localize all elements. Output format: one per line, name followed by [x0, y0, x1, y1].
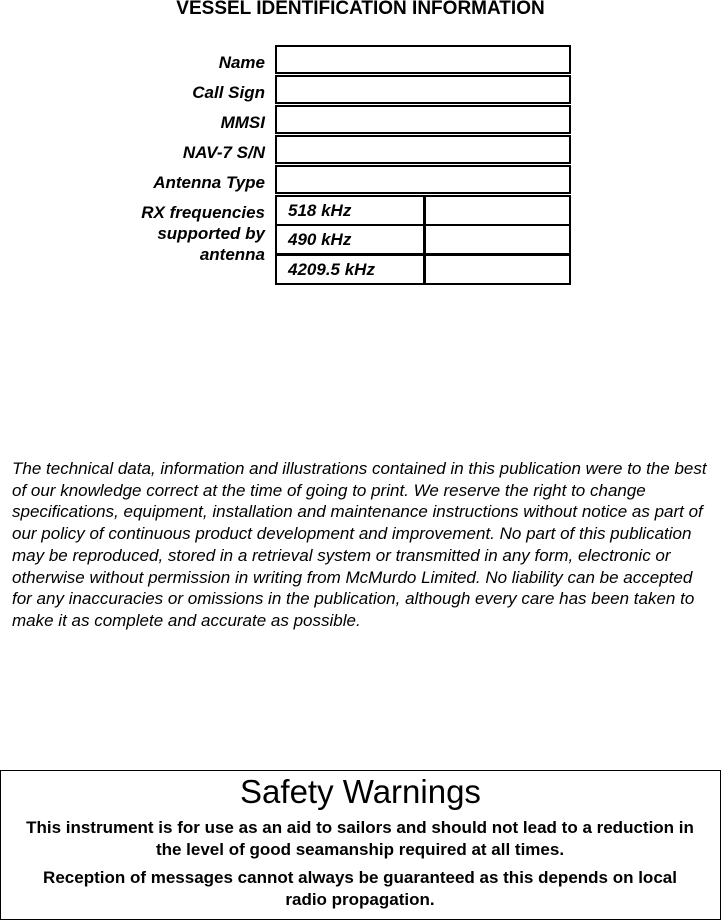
mmsi-field[interactable]	[275, 105, 571, 134]
disclaimer-text: The technical data, information and illustrations contained in this publication were to the best of our knowledge correct at the time of going to print. We reserve the right to change specifications, equipment, installation and maintenance instructions without notice as part of our policy of continuous product development and improvement. No part of this publication may be reproduced, stored in a retrieval system or transmitted in any form, electronic or otherwise without permission in writing from McMurdo Limited. No liability can be accepted for any inaccuracies or omissions in the publication, although every care has been taken to make it as complete and accurate as possible.	[12, 459, 707, 630]
name-label: Name	[218, 53, 265, 72]
safety-warning-2: Reception of messages cannot always be guaranteed as this depends on local radio propagation.	[43, 868, 677, 909]
document-title: VESSEL IDENTIFICATION INFORMATION	[176, 0, 545, 19]
antenna-type-field[interactable]	[275, 165, 571, 194]
nav7-sn-field[interactable]	[275, 135, 571, 164]
call-sign-label: Call Sign	[192, 83, 265, 102]
mmsi-label: MMSI	[220, 113, 265, 132]
antenna-type-label: Antenna Type	[153, 173, 265, 192]
freq-518-cell: 518 kHz	[275, 195, 426, 226]
freq-490-value-field[interactable]	[423, 224, 571, 255]
safety-warnings-title: Safety Warnings	[240, 773, 481, 810]
freq-490-cell: 490 kHz	[275, 224, 426, 255]
nav7-sn-label: NAV-7 S/N	[182, 143, 265, 162]
freq-518-value-field[interactable]	[423, 195, 571, 226]
freq-4209-cell: 4209.5 kHz	[275, 254, 426, 285]
safety-warning-1: This instrument is for use as an aid to sailors and should not lead to a reduction in the level of good seamanship required at all times.	[26, 818, 694, 859]
freq-4209-value-field[interactable]	[423, 254, 571, 285]
name-field[interactable]	[275, 45, 571, 74]
rx-frequencies-label: RX frequencies supported by antenna	[141, 203, 265, 264]
call-sign-field[interactable]	[275, 75, 571, 104]
